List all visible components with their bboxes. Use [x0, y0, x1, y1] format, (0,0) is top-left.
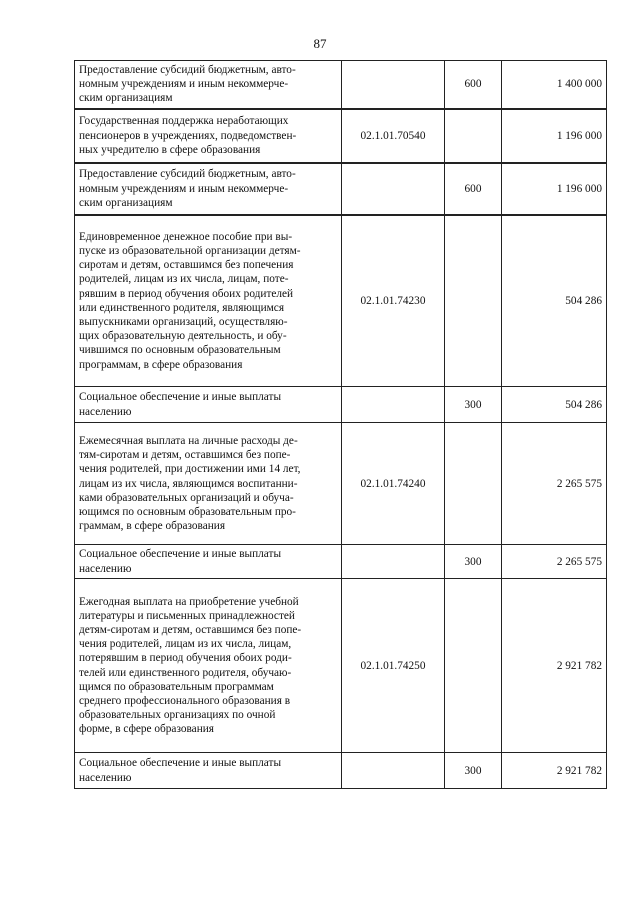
- row-code: 02.1.01.74240: [342, 423, 445, 545]
- row-type: [445, 423, 502, 545]
- row-code: [342, 61, 445, 109]
- table-row: [75, 61, 607, 109]
- row-name-text: Социальное обеспечение и иные выплаты населению: [79, 391, 282, 418]
- row-sum: 2 921 782: [502, 753, 607, 789]
- row-name: [75, 109, 342, 163]
- row-name: [75, 423, 342, 545]
- table-row: [75, 753, 607, 789]
- row-name: [75, 579, 342, 753]
- row-sum: 2 921 782: [502, 579, 607, 753]
- row-name-text: Предоставление субсидий бюджетным, авто- номным учреждениям и иным некоммерче- ским организациям: [79, 168, 296, 209]
- table-row: [75, 579, 607, 753]
- row-code: 02.1.01.74250: [342, 579, 445, 753]
- table-row: [75, 387, 607, 423]
- table-row: [75, 215, 607, 387]
- row-name: [75, 387, 342, 423]
- row-name: [75, 163, 342, 215]
- row-type: [445, 109, 502, 163]
- row-name: [75, 545, 342, 579]
- row-name-text: Социальное обеспечение и иные выплаты населению: [79, 548, 282, 575]
- row-sum: 1 400 000: [502, 61, 607, 109]
- row-sum: 1 196 000: [502, 163, 607, 215]
- row-type: 300: [445, 387, 502, 423]
- row-sum: 1 196 000: [502, 109, 607, 163]
- row-name: [75, 753, 342, 789]
- row-code: 02.1.01.74230: [342, 215, 445, 387]
- row-name-text: Государственная поддержка неработающих пенсионеров в учреждениях, подведомствен- ных учредителю в сфере образования: [79, 115, 297, 156]
- row-name-text: Социальное обеспечение и иные выплаты населению: [79, 757, 282, 784]
- row-code: [342, 753, 445, 789]
- row-name: [75, 215, 342, 387]
- row-name-text: Ежегодная выплата на приобретение учебной литературы и письменных принадлежностей детям-сиротам и детям, оставшимся без попе- чения родителей, лицам из их числа, лицам, потерявшим в период обучения обоих роди- телей или единственного родителя, обучаю- щимся по образовательным программам среднего профессионального образования в образовательных организациях по очной форме, в сфере образования: [79, 595, 302, 736]
- row-type: 600: [445, 61, 502, 109]
- row-code: [342, 387, 445, 423]
- row-code: [342, 545, 445, 579]
- row-type: [445, 579, 502, 753]
- row-sum: 504 286: [502, 215, 607, 387]
- table-row: [75, 163, 607, 215]
- row-sum: 2 265 575: [502, 423, 607, 545]
- row-name: [75, 61, 342, 109]
- budget-table: [74, 60, 607, 789]
- row-sum: 2 265 575: [502, 545, 607, 579]
- row-type: 300: [445, 753, 502, 789]
- row-type: [445, 215, 502, 387]
- row-name-text: Ежемесячная выплата на личные расходы де- тям-сиротам и детям, оставшимся без попе- чения родителей, при достижении ими 14 лет, лицам из их числа, являющимся воспитанни- ками образовательных организаций и обуча- ющимся по основным образовательным про- граммам, в сфере образования: [79, 434, 301, 533]
- table-row: [75, 545, 607, 579]
- row-name-text: Предоставление субсидий бюджетным, авто- номным учреждениям и иным некоммерче- ским организациям: [79, 64, 296, 105]
- page-number: 87: [313, 36, 327, 51]
- row-name-text: Единовременное денежное пособие при вы- пуске из образовательной организации детям- сиротам и детям, оставшимся без попечения родителей, лицам из их числа, лицам, поте- рявшим в период обучения обоих родителей или единственного родителя, являющимся выпускниками организаций, осуществляю- щих образовательную деятельность, и обу- чившимся по основным образовательным программам, в сфере образования: [79, 230, 301, 371]
- table-row: [75, 109, 607, 163]
- row-type: 300: [445, 545, 502, 579]
- table-row: [75, 423, 607, 545]
- row-sum: 504 286: [502, 387, 607, 423]
- row-type: 600: [445, 163, 502, 215]
- row-code: [342, 163, 445, 215]
- row-code: 02.1.01.70540: [342, 109, 445, 163]
